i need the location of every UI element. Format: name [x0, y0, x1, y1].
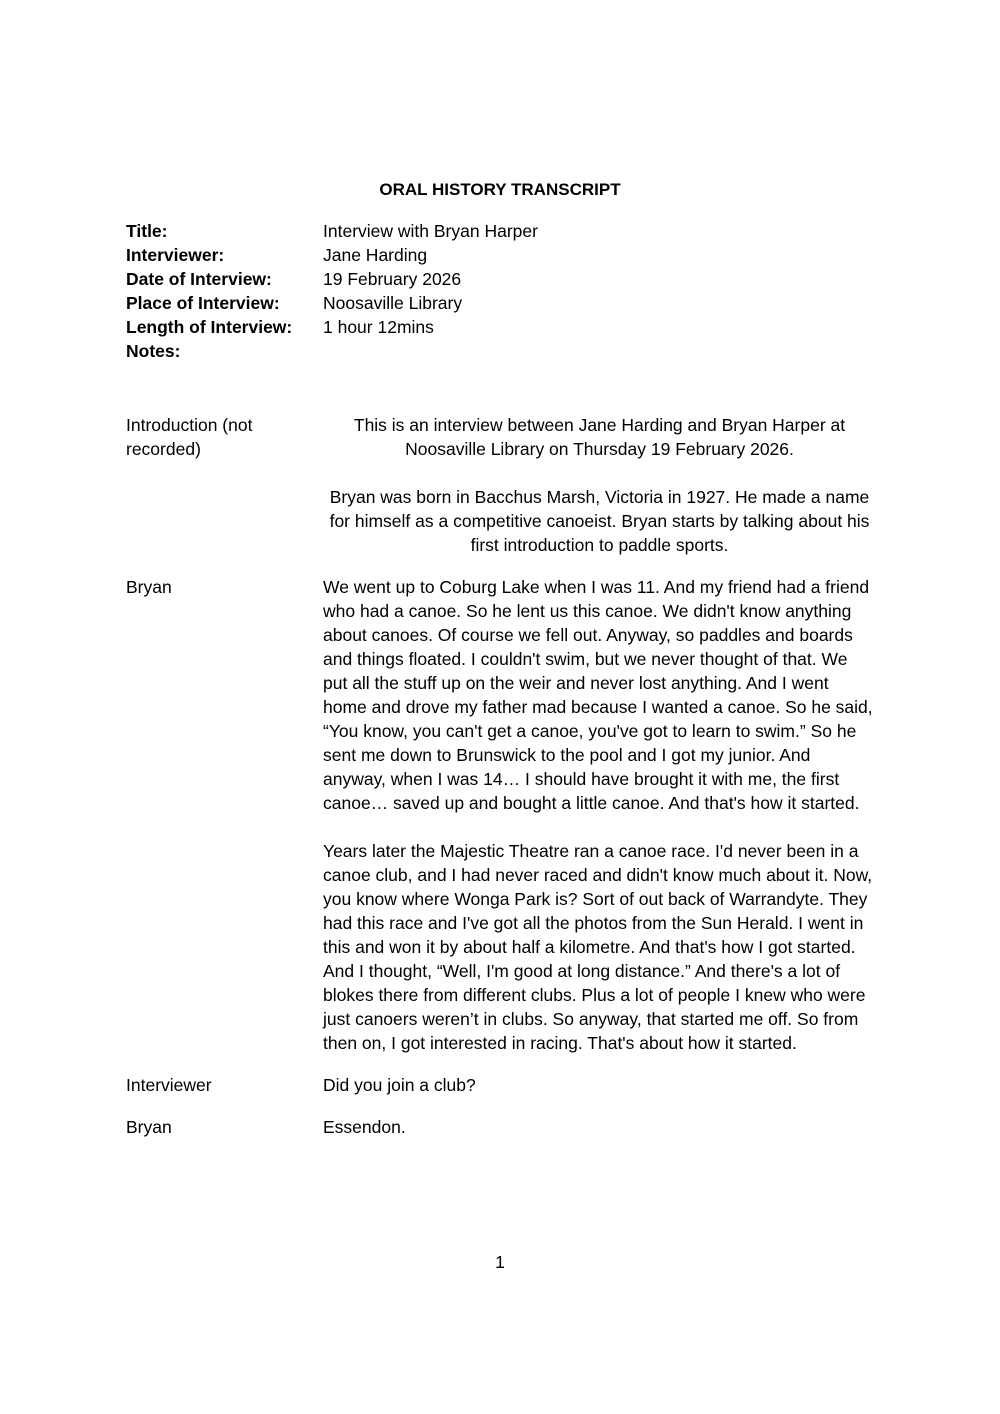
date-label: Date of Interview: [126, 269, 272, 289]
page-number: 1 [495, 1252, 505, 1272]
meta-row-length [126, 315, 886, 339]
speaker-label: Interviewer [126, 1075, 212, 1095]
speech-text [323, 413, 876, 557]
transcript-entry-interviewer [126, 1073, 876, 1097]
speaker-label: Introduction (not recorded) [126, 415, 253, 459]
speech-text [323, 575, 876, 1055]
speech-paragraph: Did you join a club? [323, 1075, 476, 1095]
notes-value [323, 339, 886, 363]
speech-paragraph: Essendon. [323, 1117, 406, 1137]
speech-paragraph: Bryan was born in Bacchus Marsh, Victoria in 1927. He made a name for himself as a competitive canoeist. Bryan starts by talking about his first introduction to paddle sports. [329, 487, 870, 555]
document-heading: ORAL HISTORY TRANSCRIPT [379, 180, 621, 199]
length-value: 1 hour 12mins [323, 317, 434, 337]
meta-row-place [126, 291, 886, 315]
transcript-body [126, 413, 876, 1139]
transcript-entry-introduction [126, 413, 876, 557]
speech-text [323, 1073, 876, 1097]
date-value: 19 February 2026 [323, 269, 462, 289]
interview-metadata [126, 219, 886, 363]
meta-row-title [126, 219, 886, 243]
speaker-label: Bryan [126, 1117, 172, 1137]
meta-row-date [126, 267, 886, 291]
length-label: Length of Interview: [126, 317, 293, 337]
place-value: Noosaville Library [323, 293, 463, 313]
speech-paragraph: This is an interview between Jane Harding and Bryan Harper at Noosaville Library on Thursday 19 February 2026. [353, 415, 846, 459]
place-label: Place of Interview: [126, 293, 280, 313]
transcript-entry-bryan [126, 575, 876, 1055]
speech-text [323, 1115, 876, 1139]
meta-row-notes [126, 339, 886, 363]
title-label: Title: [126, 221, 168, 241]
interviewer-value: Jane Harding [323, 245, 428, 265]
notes-label: Notes: [126, 341, 181, 361]
title-value: Interview with Bryan Harper [323, 221, 538, 241]
transcript-entry-bryan [126, 1115, 876, 1139]
speech-paragraph: We went up to Coburg Lake when I was 11. And my friend had a friend who had a canoe. So he lent us this canoe. We didn't know anything about canoes. Of course we fell out. Anyway, so paddles and boards and things floated. I couldn't swim, but we never thought of that. We put all the stuff up on the weir and never lost anything. And I went home and drove my father mad because I wanted a canoe. So he said, “You know, you can't get a canoe, you've got to learn to swim.” So he sent me down to Brunswick to the pool and I got my junior. And anyway, when I was 14… I should have brought it with me, the first canoe… saved up and bought a little canoe. And that's how it started. [323, 577, 873, 813]
meta-row-interviewer [126, 243, 886, 267]
speech-paragraph: Years later the Majestic Theatre ran a canoe race. I'd never been in a canoe club, and I had never raced and didn't know much about it. Now, you know where Wonga Park is? Sort of out back of Warrandyte. They had this race and I've got all the photos from the Sun Herald. I went in this and won it by about half a kilometre. And that's how I got started. And I thought, “Well, I'm good at long distance.” And there's a lot of blokes there from different clubs. Plus a lot of people I knew who were just canoers weren’t in clubs. So anyway, that started me off. So from then on, I got interested in racing. That's about how it started. [323, 841, 873, 1053]
speaker-label: Bryan [126, 577, 172, 597]
interviewer-label: Interviewer: [126, 245, 225, 265]
